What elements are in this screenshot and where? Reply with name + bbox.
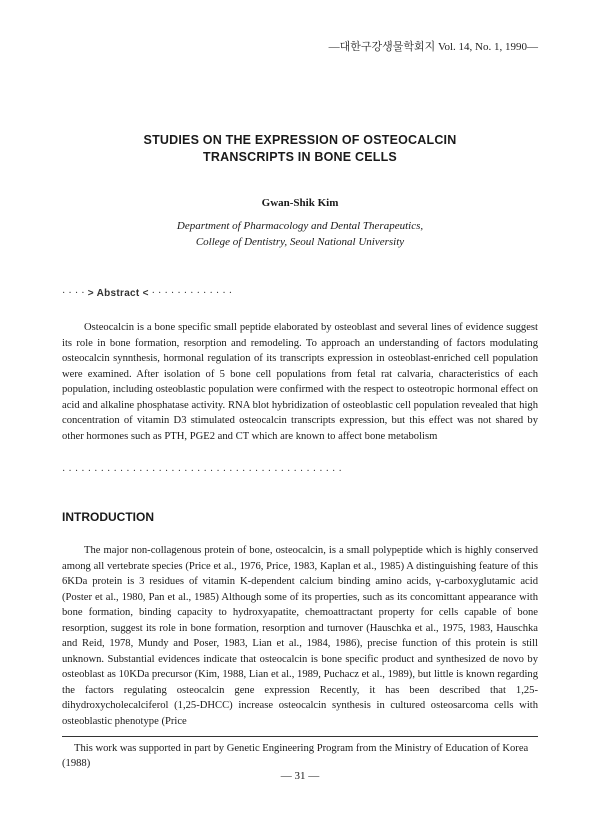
author-name: Gwan-Shik Kim [261,197,339,209]
abstract-paragraph: Osteocalcin is a bone specific small peptide elaborated by osteoblast and several lines of evidence suggest its role in bone formation, resorption and remodeling. To approach an understanding of factors modulating osteocalcin synnthesis, hormonal regulation of its transcripts expression in osteoblast-enriched cell population were examined. After isolation of 5 bone cell populations from fetal rat calvaria, characteristics of each population, including osteoblastic population were confirmed with the respect to osteotropic hormonal effect on acid and alkaline phosphatase activity. RNA blot hybridization of osteoblastic cell population revealed that high concentration of vitamin D3 stimulated osteocalcin transcripts expression, but this effect was not shared by other hormones such as PTH, PGE2 and CT which are known to affect bone metabolism [62,322,538,442]
korean-title-left: · · · · [62,288,88,299]
korean-abstract-title-line [62,288,538,299]
title-line-1: STUDIES ON THE EXPRESSION OF OSTEOCALCIN [143,133,457,147]
paper-title [0,132,600,166]
footnote [62,741,538,771]
footnote-rule [62,736,538,737]
affiliation [0,218,600,250]
journal-header: —대한구강생물학회지 Vol. 14, No. 1, 1990— [328,41,538,53]
title-line-2: TRANSCRIPTS IN BONE CELLS [203,150,397,164]
affiliation-line-2: College of Dentistry, Seoul National University [195,236,405,248]
korean-title-line-bottom: · · · · · · · · · · · · · · · · · · · · · · · · · · · · · · · · · · · · · · · · · · · · [62,466,343,477]
korean-title-right: · · · · · · · · · · · · · [151,288,233,299]
introduction-paragraph: The major non-collagenous protein of bone, osteocalcin, is a small polypeptide which is highly conserved among all vertebrate species (Price et al., 1976, Price, 1983, Kaplan et al., 1985) A distinguishing feature of this 6KDa protein is 3 residues of vitamin K-dependent calcium binding amino acids, γ-carboxyglutamic acid (Poster et al., 1980, Pan et al., 1985) Although some of its properties, such as its concomittant appearance with bone formation, binding capacity to hydroxyapatite, chemoattractant property for cells capable of bone resorption, suggest its role in bone formation, resorption and turnover (Hauschka et al., 1975, 1983, Hauschka and Reid, 1978, Mundy and Poser, 1983, Lian et al., 1984, 1986), precise function of this protein is still unknown. Substantial evidences indicate that osteocalcin is bone specific product and synthesized de novo by osteoblast as 10KDa precursor (Kim, 1988, Lian et al., 1989, Puchacz et al., 1989), but little is known regarding the factors regulating osteocalcin gene expression Recently, it has been described that 1,25-dihydroxycholecalciferol (1,25-DHCC) increase osteocalcin synthesis in cultured osteosarcoma cells with osteoblastic phenotype (Price [62,545,538,727]
abstract-body [62,320,538,444]
affiliation-line-1: Department of Pharmacology and Dental Therapeutics, [176,220,424,232]
abstract-label: > Abstract < [87,288,149,299]
page-number: — 31 — [280,770,320,782]
section-heading-introduction: INTRODUCTION [62,510,154,524]
introduction-body [62,543,538,729]
footnote-text: This work was supported in part by Genetic Engineering Program from the Ministry of Education of Korea (1988) [62,743,529,769]
